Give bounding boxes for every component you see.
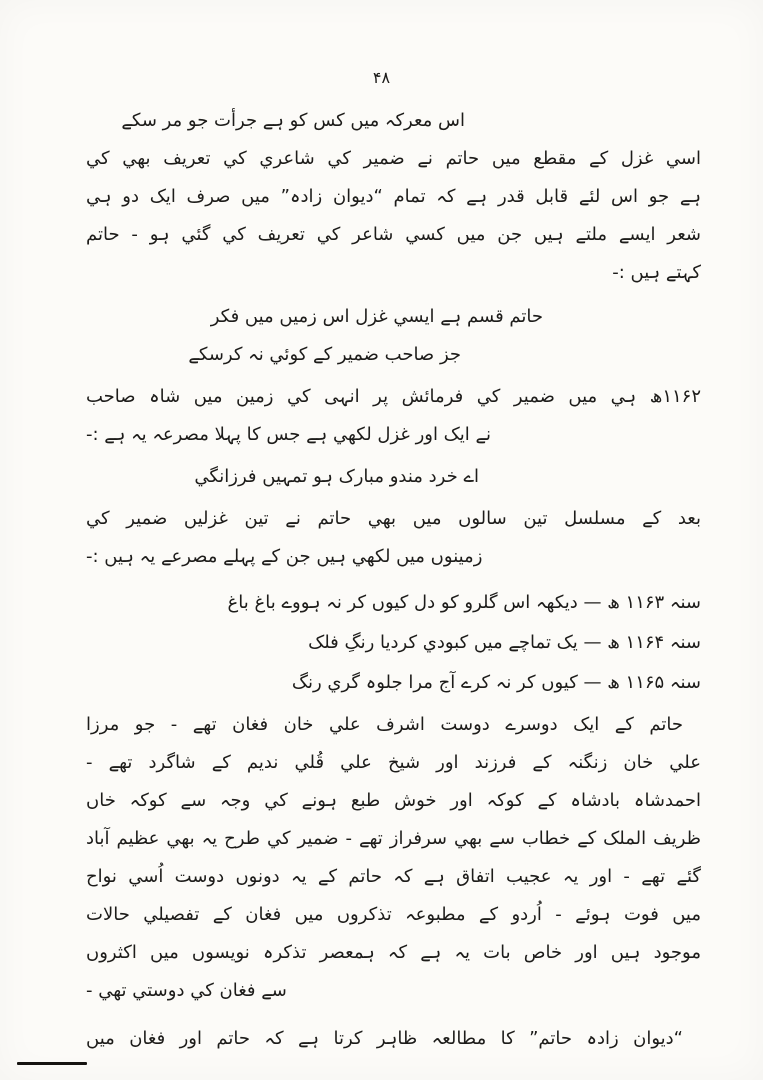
verse-line: جز صاحب ضمیر کے کوئي نہ کرسکے [188, 344, 461, 365]
body-line: ہے جو اس لئے قابل قدر ہے کہ تمام “دیوان زادہ” میں صرف ایک دو ہي [86, 186, 701, 207]
body-line: بعد کے مسلسل تین سالوں میں بھي حاتم نے تین غزلیں ضمیر کي [86, 508, 701, 529]
body-line: علي خان زنگنہ کے فرزند اور شیخ علي قُلي ندیم کے شاگرد تھے - [86, 752, 701, 773]
verse-line: حاتم قسم ہے ایسي غزل اس زمیں میں فکر [210, 306, 543, 327]
body-line: سے فغان کي دوستي تھي - [86, 980, 287, 1001]
body-line: نے ایک اور غزل لکھي ہے جس کا پہلا مصرعہ یہ ہے :- [86, 424, 492, 445]
body-line: ظریف الملک کے خطاب سے بھي سرفراز تھے - ضمیر کي طرح یہ بھي عظیم آباد [86, 828, 701, 849]
body-line: گئے تھے - اور یہ عجیب اتفاق ہے کہ حاتم کے یہ دونوں دوست اُسي نواح [86, 866, 701, 887]
year-line: سنہ ۱۱۶۵ ھ — کیوں کر نہ کرے آج مرا جلوہ گري رنگ [291, 672, 701, 693]
body-line: حاتم کے ایک دوسرے دوست اشرف علي خان فغان تھے - جو مرزا [86, 714, 683, 735]
body-line: شعر ایسے ملتے ہیں جن میں کسي شاعر کي تعریف کي گئي ہو - حاتم [86, 224, 701, 245]
scan-artifact [17, 1062, 87, 1065]
verse-line: اے خرد مندو مبارک ہو تمہیں فرزانگي [194, 466, 479, 487]
body-line: کہتے ہیں :- [612, 262, 701, 283]
body-line: اسي غزل کے مقطع میں حاتم نے ضمیر کي شاعري کي تعریف بھي کي [86, 148, 701, 169]
text-block [86, 102, 701, 1058]
body-line: میں فوت ہوئے - اُردو کے مطبوعہ تذکروں میں فغان کے تفصیلي حالات [86, 904, 701, 925]
verse-line: اس معرکہ میں کس کو ہے جرأت جو مر سکے [121, 110, 465, 131]
body-line: “دیوان زادہ حاتم” کا مطالعہ ظاہر کرتا ہے کہ حاتم اور فغان میں [86, 1028, 683, 1049]
page-number: ۴۸ [372, 68, 391, 87]
body-line: زمینوں میں لکھي ہیں جن کے پہلے مصرعے یہ ہیں :- [86, 546, 483, 567]
body-line: ۱۱۶۲ھ ہي میں ضمیر کي فرمائش پر انہی کي زمین میں شاہ صاحب [86, 386, 701, 407]
year-line: سنہ ۱۱۶۳ ھ — دیکھہ اس گلرو کو دل کیوں کر نہ ہووے باغ باغ [227, 592, 701, 613]
year-line: سنہ ۱۱۶۴ ھ — یک تماچے میں کبودي کردیا رنگِ فلک [308, 632, 701, 653]
body-line: احمدشاہ بادشاہ کے کوکہ اور خوش طبع ہونے کي وجہ سے کوکہ خاں [86, 790, 701, 811]
body-line: موجود ہیں اور خاص بات یہ ہے کہ ہمعصر تذکرہ نویسوں میں اکثروں [86, 942, 701, 963]
